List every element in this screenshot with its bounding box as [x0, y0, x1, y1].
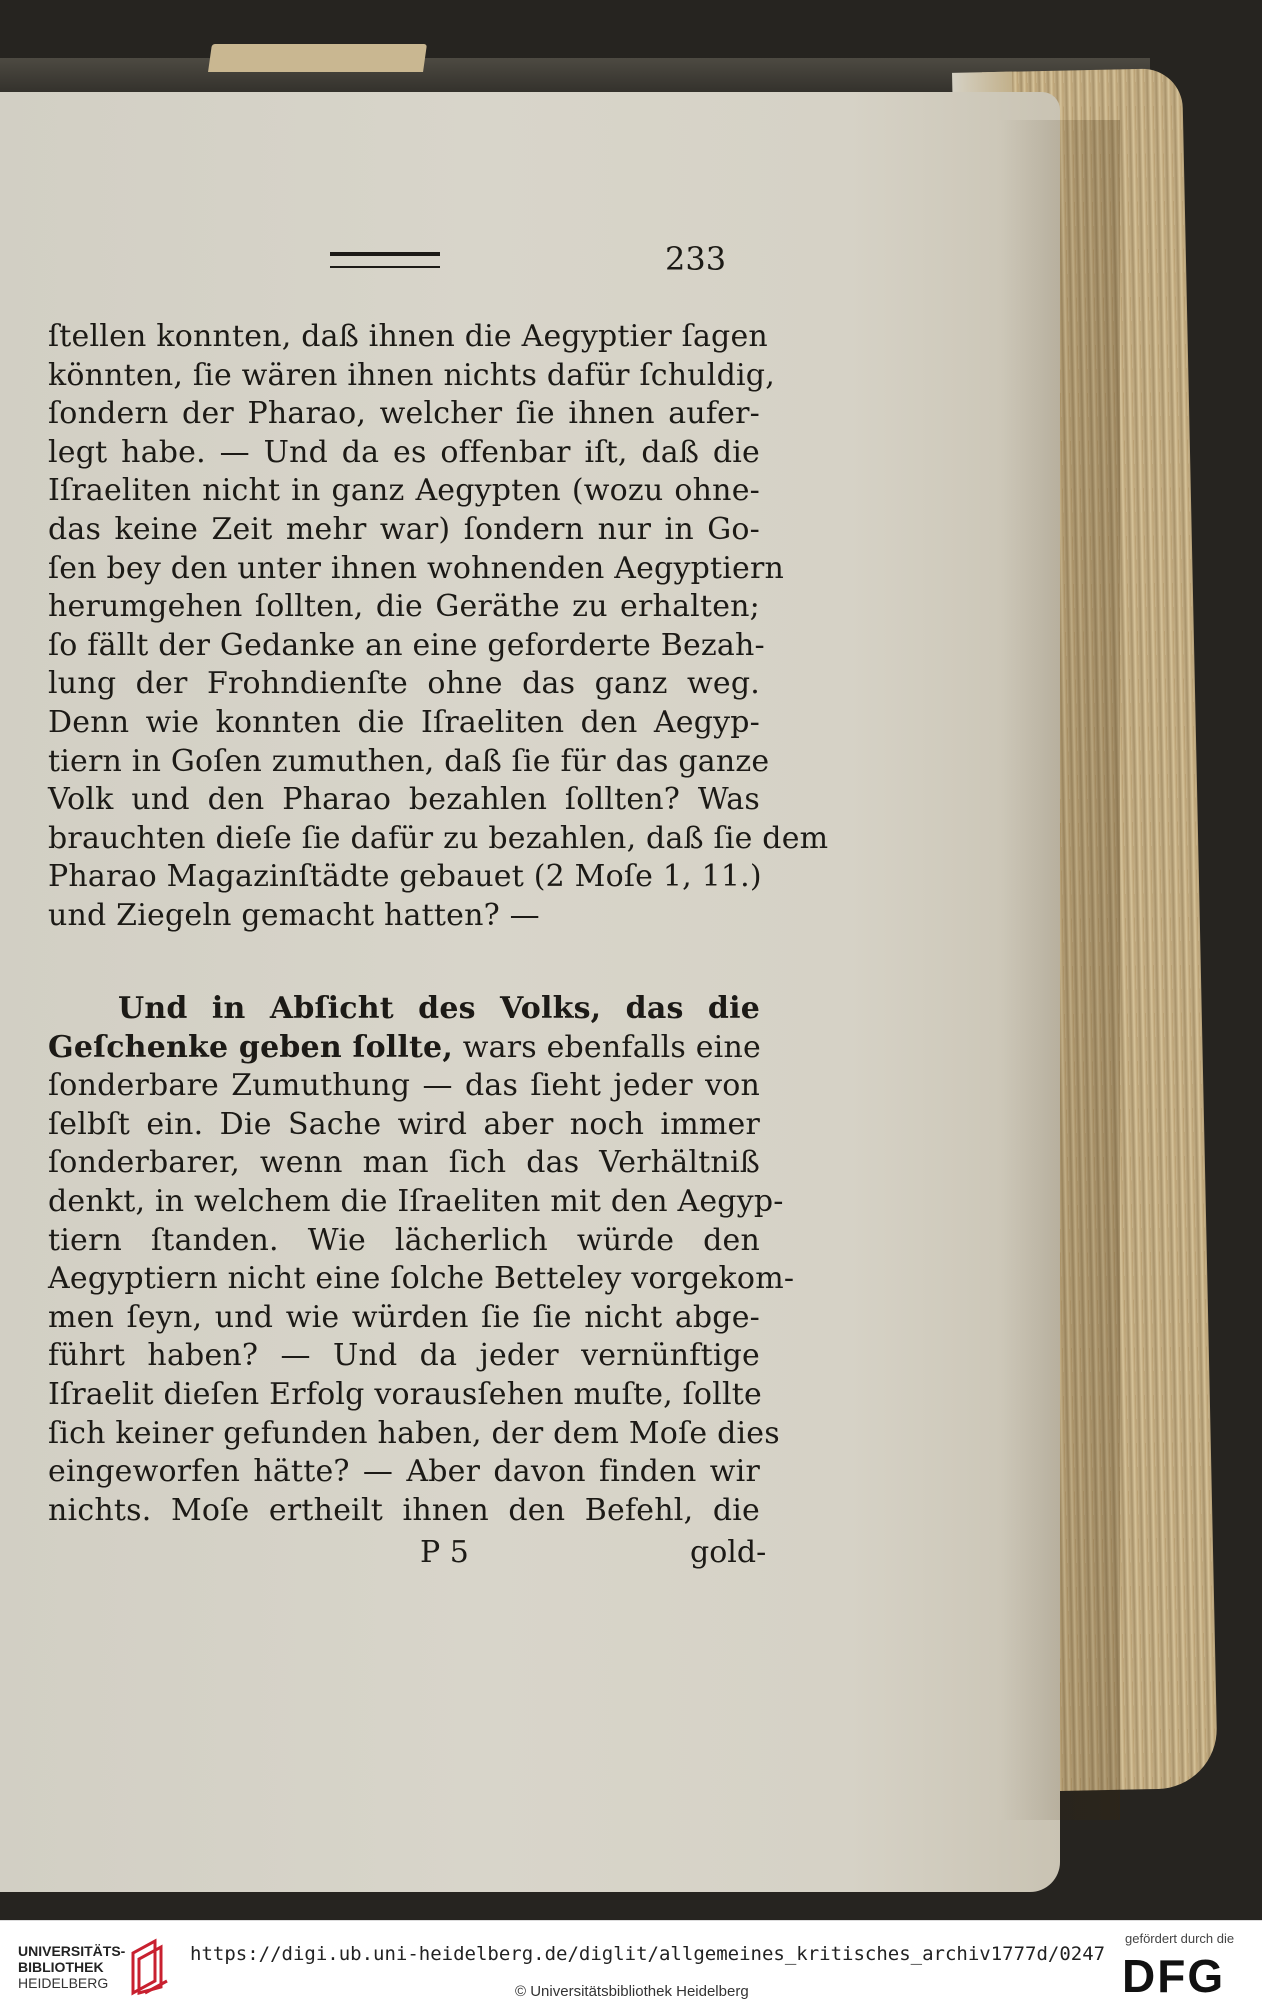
footer-bar — [0, 1920, 1262, 2012]
library-name-line1: UNIVERSITÄTS- — [18, 1943, 126, 1959]
text-line: Iſraelit dieſen Erfolg vorausſehen muſte, ſollte — [48, 1376, 762, 1412]
book-label-tab — [208, 44, 427, 72]
text-line: lung der Frohndienſte ohne das ganz weg. — [48, 666, 760, 702]
funding-caption: gefördert durch die — [1125, 1931, 1235, 1946]
paragraph-1 — [48, 318, 829, 936]
copyright-notice: © Universitätsbibliothek Heidelberg — [515, 1983, 749, 2000]
text-line: ſen bey den unter ihnen wohnenden Aegyptiern — [48, 550, 785, 586]
catchword: gold- — [690, 1535, 767, 1570]
paragraph-2 — [48, 990, 795, 1530]
library-name-line2: BIBLIOTHEK — [18, 1959, 104, 1975]
text-line: tiern in Goſen zumuthen, daß ſie für das ganze — [48, 743, 770, 779]
paragraph-lead: Und in Abſicht des Volks, das die — [118, 991, 760, 1026]
text-line: Volk und den Pharao bezahlen ſollten? Was — [48, 782, 760, 818]
text-line: denkt, in welchem die Iſraeliten mit den Aegyp- — [48, 1183, 784, 1219]
text-line: ſonderbarer, wenn man ſich das Verhältniß — [48, 1145, 760, 1181]
page-number: 233 — [665, 240, 727, 278]
text-line: ſonderbare Zumuthung — das ſieht jeder von — [48, 1068, 760, 1104]
text-line: ſo fällt der Gedanke an eine geforderte Bezah- — [48, 627, 765, 663]
text-line: tiern ſtanden. Wie lächerlich würde den — [48, 1222, 760, 1258]
permalink-url[interactable]: https://digi.ub.uni-heidelberg.de/diglit/allgemeines_kritisches_archiv1777d/0247 — [190, 1943, 1106, 1965]
text-line: Pharao Magazinſtädte gebauet (2 Moſe 1, 11.) — [48, 859, 762, 895]
header-rule — [330, 252, 440, 268]
text-line: Denn wie konnten die Iſraeliten den Aegyp- — [48, 704, 760, 740]
text-line: könnten, ſie wären ihnen nichts dafür ſchuldig, — [48, 357, 775, 393]
text-line — [48, 1029, 760, 1068]
text-line: legt habe. — Und da es offenbar iſt, daß die — [48, 434, 760, 470]
library-name-line3: HEIDELBERG — [18, 1975, 109, 1991]
signature-mark: P 5 — [420, 1535, 469, 1570]
text-line: Aegyptiern nicht eine ſolche Betteley vorgekom- — [48, 1261, 795, 1297]
text-line: das keine Zeit mehr war) ſondern nur in Go- — [48, 511, 760, 547]
text-line: Iſraeliten nicht in ganz Aegypten (wozu ohne- — [48, 473, 760, 509]
text-line: herumgehen ſollten, die Geräthe zu erhalten; — [48, 589, 760, 625]
text-line: men ſeyn, und wie würden ſie ſie nicht abge- — [48, 1299, 760, 1335]
text-fragment: wars ebenfalls eine — [453, 1029, 761, 1065]
text-line: führt haben? — Und da jeder vernünftige — [48, 1338, 760, 1374]
text-line: und Ziegeln gemacht hatten? — — [48, 897, 540, 933]
text-line: nichts. Moſe ertheilt ihnen den Befehl, die — [48, 1492, 760, 1528]
text-line: ſtellen konnten, daß ihnen die Aegyptier ſagen — [48, 319, 768, 354]
paragraph-lead-emphasis: Geſchenke geben ſollte, — [48, 1029, 453, 1065]
text-line: ſelbſt ein. Die Sache wird aber noch immer — [48, 1106, 760, 1142]
dfg-logo[interactable]: DFG — [1122, 1950, 1226, 2002]
text-line: brauchten dieſe ſie dafür zu bezahlen, daß ſie dem — [48, 820, 829, 856]
text-line: eingeworfen hätte? — Aber davon finden wir — [48, 1454, 760, 1490]
library-emblem-icon — [125, 1935, 175, 1997]
text-line: ſondern der Pharao, welcher ſie ihnen aufer- — [48, 396, 760, 432]
text-line: ſich keiner gefunden haben, der dem Moſe dies — [48, 1415, 780, 1451]
